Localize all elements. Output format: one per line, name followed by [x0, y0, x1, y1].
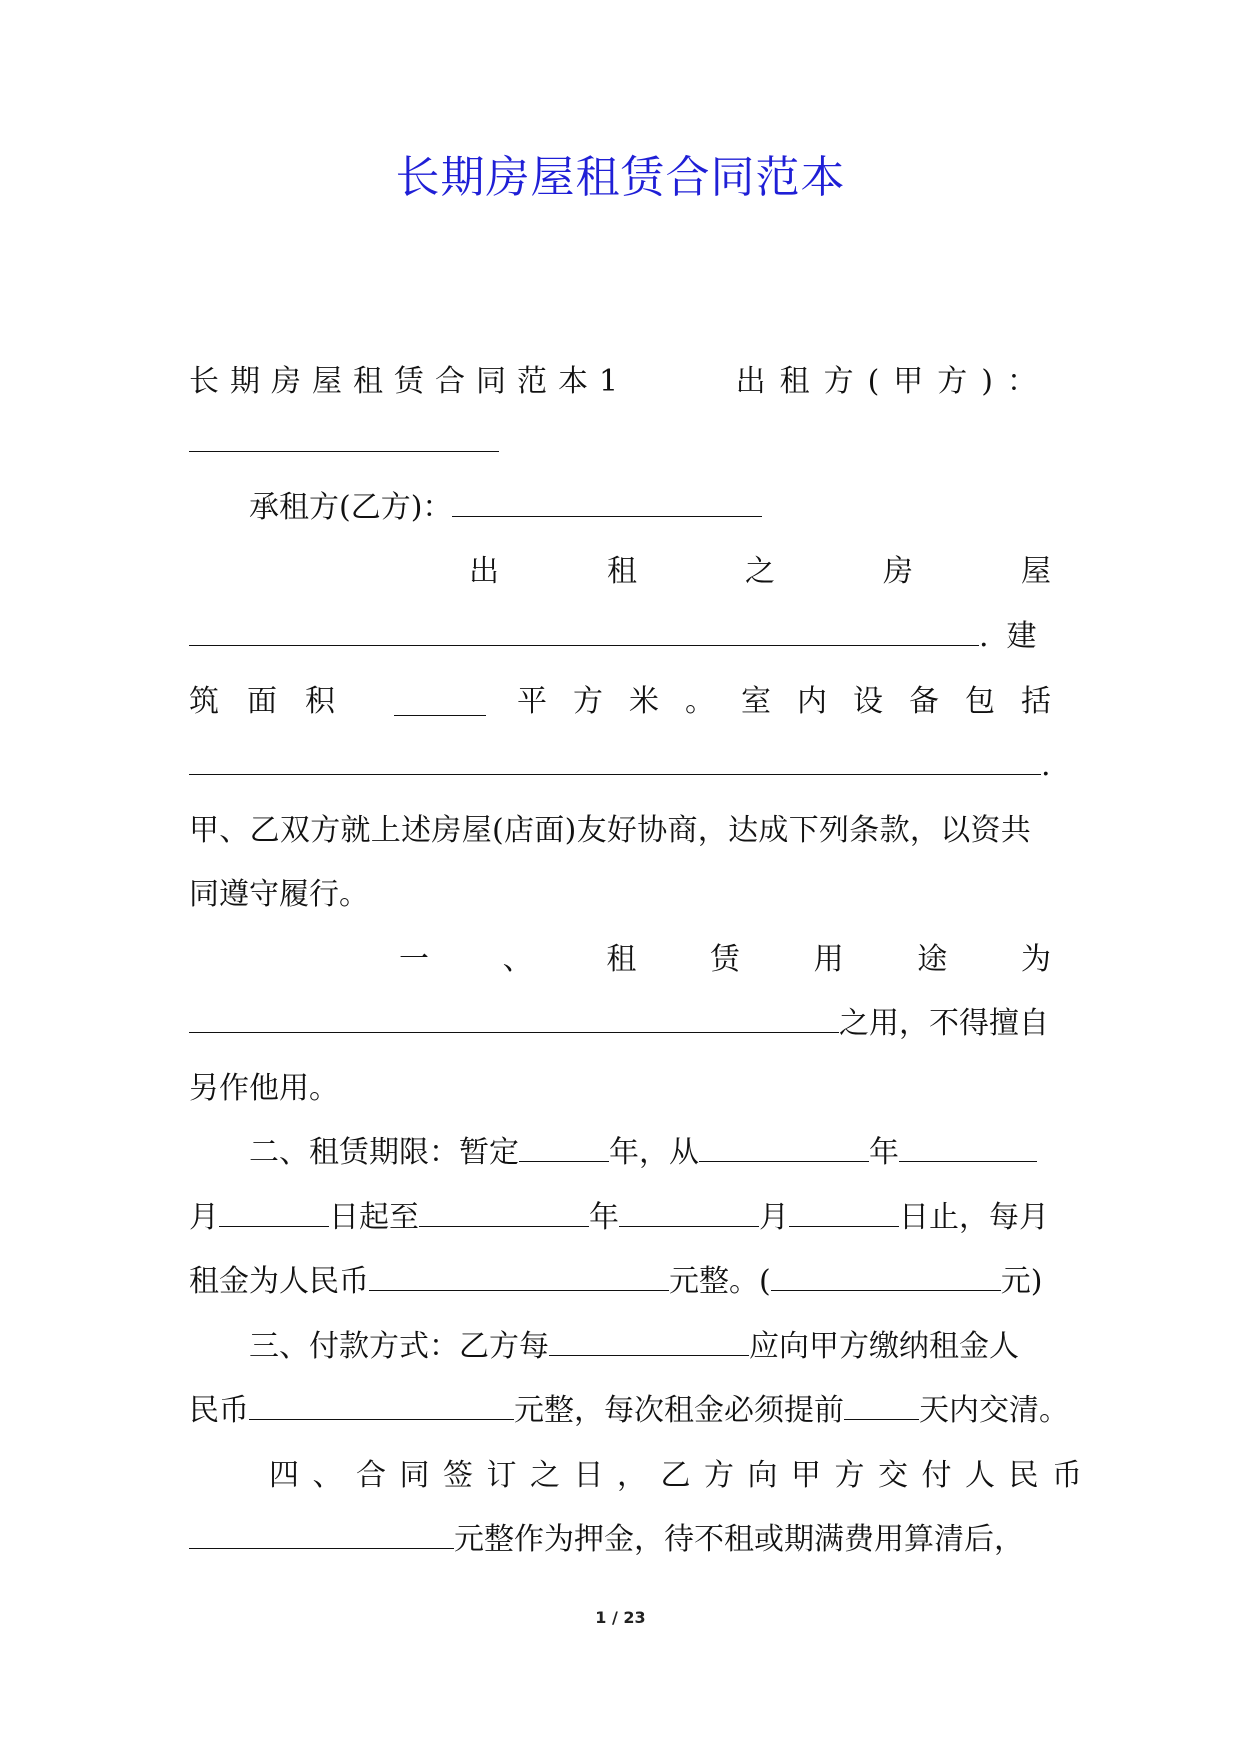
rmb-label: 民币	[189, 1393, 249, 1428]
char: 、	[502, 942, 533, 977]
char: 赁	[709, 942, 740, 977]
char: 用	[813, 942, 844, 977]
contract-line-14	[189, 1195, 1051, 1241]
rent-numeric-blank	[771, 1264, 1001, 1291]
char: 出	[469, 554, 499, 589]
deposit-amount-blank	[189, 1522, 454, 1549]
payment-label: 三、付款方式：乙方每	[249, 1329, 549, 1364]
contract-line-2	[189, 420, 1051, 466]
yuan-label: 元整。(	[669, 1264, 771, 1299]
rent-label: 租金为人民币	[189, 1264, 369, 1299]
end-day-blank	[789, 1200, 899, 1227]
deposit-text: 四、合同签订之日，乙方向甲方交付人民币	[269, 1458, 1096, 1493]
end-month-blank	[619, 1200, 759, 1227]
contract-subtitle: 长期房屋租赁合同范本1	[189, 364, 630, 399]
contract-line-4	[189, 549, 1051, 595]
contract-line-11	[189, 1001, 1051, 1047]
char: 途	[917, 942, 948, 977]
page-number: 1 / 23	[595, 1608, 646, 1627]
month-label: 月	[189, 1200, 219, 1235]
monthly-label: 日止，每月	[899, 1200, 1049, 1235]
from-label: 年，从	[609, 1135, 699, 1170]
lessor-label: 出租方(甲方)：	[735, 364, 1051, 399]
start-month-blank	[899, 1135, 1037, 1162]
start-year-blank	[699, 1135, 869, 1162]
line7-tail: .	[1041, 748, 1051, 783]
yuan-close-label: 元)	[1000, 1264, 1043, 1299]
char: 租	[607, 554, 637, 589]
lessee-label: 承租方(乙方)：	[249, 490, 453, 525]
contract-line-5	[189, 614, 1055, 660]
lessee-blank	[452, 490, 762, 517]
equipment-label: 平方米。室内设备包括	[517, 684, 1077, 719]
char: 房	[883, 554, 913, 589]
contract-line-12	[189, 1066, 1051, 1112]
days-label: 天内交清。	[919, 1393, 1069, 1428]
contract-line-16	[189, 1324, 1051, 1370]
document-title: 长期房屋租赁合同范本	[395, 152, 846, 203]
term-years-blank	[519, 1135, 609, 1162]
contract-line-6	[189, 679, 1077, 725]
char: 屋	[1021, 554, 1051, 589]
contract-line-13	[189, 1130, 1051, 1176]
contract-line-3	[189, 485, 1051, 531]
year-label: 年	[589, 1200, 619, 1235]
contract-line-15	[189, 1259, 1051, 1305]
start-day-blank	[219, 1200, 329, 1227]
char: 租	[606, 942, 637, 977]
payment-amount-blank	[249, 1393, 514, 1420]
lessor-blank	[189, 425, 499, 452]
paragraph-text: 同遵守履行。	[189, 877, 369, 912]
advance-days-blank	[844, 1393, 919, 1420]
equipment-blank	[189, 748, 1041, 775]
contract-line-9	[189, 872, 1051, 918]
area-label: 筑面积	[189, 684, 363, 719]
end-year-blank	[419, 1200, 589, 1227]
contract-line-18	[189, 1453, 1096, 1499]
house-address-blank	[189, 619, 979, 646]
contract-line-7	[189, 743, 1051, 789]
char: 之	[745, 554, 775, 589]
line11-tail: 之用，不得擅自	[839, 1006, 1049, 1041]
paragraph-text: 另作他用。	[189, 1071, 339, 1106]
usage-blank	[189, 1006, 839, 1033]
contract-line-8	[189, 808, 1051, 854]
char: 为	[1020, 942, 1051, 977]
payment-text: 应向甲方缴纳租金人	[749, 1329, 1019, 1364]
until-label: 日起至	[329, 1200, 419, 1235]
line5-tail: .建	[979, 619, 1055, 654]
char: 一	[399, 942, 429, 977]
contract-line-10	[189, 937, 1051, 983]
payment-period-blank	[549, 1329, 749, 1356]
rent-amount-blank	[369, 1264, 669, 1291]
paragraph-text: 甲、乙双方就上述房屋(店面)友好协商，达成下列条款，以资共	[189, 813, 1032, 848]
contract-line-19	[189, 1517, 1051, 1563]
month-label: 月	[759, 1200, 789, 1235]
deposit-tail-text: 元整作为押金，待不租或期满费用算清后，	[454, 1522, 1024, 1557]
area-blank	[394, 689, 486, 716]
contract-line-17	[189, 1388, 1069, 1434]
year-label: 年	[869, 1135, 899, 1170]
payment-advance-text: 元整，每次租金必须提前	[514, 1393, 844, 1428]
lease-term-label: 二、租赁期限：暂定	[249, 1135, 519, 1170]
contract-line-1	[189, 359, 1051, 405]
